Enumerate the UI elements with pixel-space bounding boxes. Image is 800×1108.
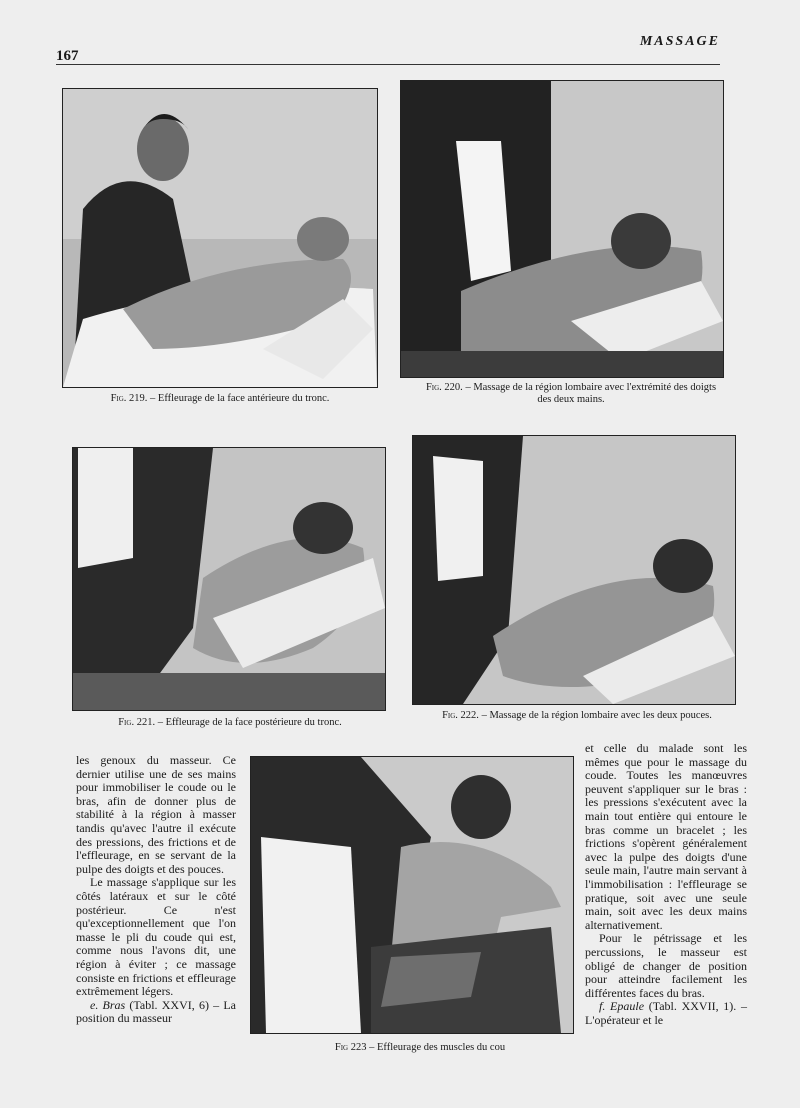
figure-label: Fig 223: [334, 1042, 367, 1053]
figure-220-photo: [400, 80, 724, 378]
section-label: e. Bras: [90, 997, 126, 1012]
caption-text: – Massage de la région lombaire avec les deux pouces.: [481, 710, 712, 721]
section-text: (Tabl. XXVI, 6) – La position du masseur: [76, 997, 237, 1026]
figure-219-caption: [100, 393, 340, 405]
figure-label: Fig. 220.: [425, 382, 463, 393]
figure-label: Fig. 219.: [110, 393, 148, 404]
figure-223-caption: [300, 1042, 540, 1054]
section-label: f. Epaule: [599, 999, 645, 1014]
right-text-column: [585, 742, 747, 1027]
caption-text: – Effleurage de la face postérieure du tronc.: [157, 717, 342, 728]
body-paragraph: et celle du malade sont les mêmes que pour le massage du coude. Toutes les manœuvres peuvent s'appliquer sur le bras : les pressions s'exécutent avec la main tout entière qui entoure le bras comme un bracelet ; les frictions s'opèrent généralement avec la pulpe des doigts d'une seule main, l'autre main servant à l'immobilisation : l'effleurage se pratique, soit avec une seule main, soit avec les deux mains alternativement.: [585, 741, 747, 932]
caption-text: – Effleurage des muscles du cou: [369, 1042, 506, 1053]
caption-text: – Effleurage de la face antérieure du tronc.: [150, 393, 330, 404]
figure-223-photo: [250, 756, 574, 1034]
figure-220-caption: [418, 382, 724, 406]
body-paragraph: Le massage s'applique sur les côtés latéraux et sur le côté postérieur. Ce n'est qu'exceptionnellement que l'on masse le pli du coude qui est, comme nous l'avons dit, une région à éviter ; ce massage consiste en frictions et effleurage extrêmement légers.: [76, 875, 236, 999]
figure-221-caption: [80, 717, 380, 729]
body-paragraph: les genoux du masseur. Ce dernier utilise une de ses mains pour immobiliser le coude ou le bras, afin de donner plus de stabilité à la région à masser tandis qu'avec l'autre il exécute des pressions, des frictions et de l'effleurage, en se servant de la pulpe des doigts et des pouces.: [76, 753, 236, 876]
section-text: (Tabl. XXVII, 1). – L'opérateur et le: [585, 999, 747, 1027]
figure-222-caption: [414, 710, 740, 722]
body-paragraph: [76, 999, 236, 1026]
header-rule: [56, 64, 720, 65]
figure-label: Fig. 221.: [118, 717, 156, 728]
figure-219-photo: [62, 88, 378, 388]
body-paragraph: Pour le pétrissage et les percussions, le masseur est obligé de changer de position pour atteindre facilement les différentes faces du bras.: [585, 931, 747, 1000]
figure-label: Fig. 222.: [442, 710, 479, 721]
body-paragraph: [585, 1000, 747, 1027]
left-text-column: [76, 754, 236, 1026]
caption-text: – Massage de la région lombaire avec l'extrémité des doigts des deux mains.: [465, 382, 717, 405]
page-number: 167: [56, 48, 79, 64]
figure-221-photo: [72, 447, 386, 711]
figure-222-photo: [412, 435, 736, 705]
running-title: MASSAGE: [639, 34, 720, 49]
